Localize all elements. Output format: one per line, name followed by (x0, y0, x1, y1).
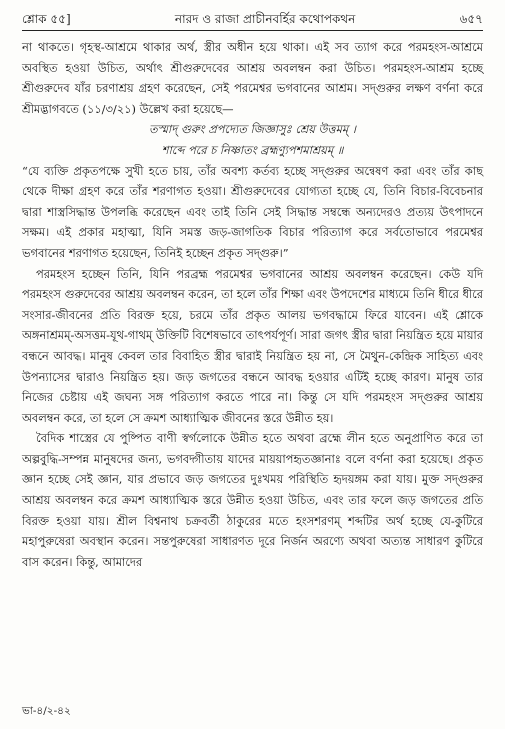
header-verse-ref: শ্লোক ৫৫] (22, 12, 71, 26)
paragraph-intro: না থাকতে। গৃহস্থ-আশ্রমে থাকার অর্থ, স্ত্রীর অধীন হয়ে থাকা। এই সব ত্যাগ করে পরমহংস-আশ্রমে অবস্থিত হওয়া উচিত, অর্থাৎ শ্রীগুরুদেবের আশ্রয় অবলম্বন করা উচিত। পরমহংস-আশ্রম হচ্ছে শ্রীগুরুদেব যাঁর চরণাশ্রয় গ্রহণ করেছেন, সেই পরমেশ্বর ভগবানের আশ্রম। সদ্গুরুর লক্ষণ বর্ণনা করে শ্রীমদ্ভাগবতে (১১/৩/২১) উল্লেখ করা হয়েছে— (22, 40, 483, 116)
verse-translation: “যে ব্যক্তি প্রকৃতপক্ষে সুখী হতে চায়, তাঁর অবশ্য কর্তব্য হচ্ছে সদ্গুরুর অন্বেষণ করা এবং তাঁর কাছ থেকে দীক্ষা গ্রহণ করে তাঁর শরণাগত হওয়া। শ্রীগুরুদেবের যোগ্যতা হচ্ছে যে, তিনি বিচার-বিবেচনার দ্বারা শাস্ত্রসিদ্ধান্ত উপলব্ধি করেছেন এবং তাই তিনি সেই সিদ্ধান্ত সম্বন্ধে অন্যদেরও প্রত্যয় উৎপাদনে সক্ষম। এই প্রকার মহাত্মা, যিনি সমস্ত জড়-জাগতিক বিচার পরিত্যাগ করে সর্বতোভাবে পরমেশ্বর ভগবানের শরণাগত হয়েছেন, তিনিই হচ্ছেন প্রকৃত সদ্গুরু।” (22, 163, 483, 260)
header-rule (22, 30, 483, 31)
paragraph-paramahamsa: পরমহংস হচ্ছেন তিনি, যিনি পরব্রহ্ম পরমেশ্বর ভগবানের আশ্রয় অবলম্বন করেছেন। কেউ যদি পরমহংস গুরুদেবের আশ্রয় অবলম্বন করেন, তা হলে তাঁর শিক্ষা এবং উপদেশের মাধ্যমে তিনি ধীরে ধীরে সংসার-জীবনের প্রতি বিরক্ত হয়ে, চরমে তাঁর প্রকৃত আলয় ভগবদ্ধামে ফিরে যাবেন। এই শ্লোকে অঙ্গনাশ্রমম্-অসত্তম-যূথ-গাথম্ উক্তিটি বিশেষভাবে তাৎপর্যপূর্ণ। সারা জগৎ স্ত্রীর দ্বারা নিয়ন্ত্রিত হয়ে মায়ার বন্ধনে আবদ্ধ। মানুষ কেবল তার বিবাহিত স্ত্রীর দ্বারাই নিয়ন্ত্রিত হয় না, সে মৈথুন-কেন্দ্রিক সাহিত্য এবং উপন্যাসের দ্বারাও নিয়ন্ত্রিত হয়। জড় জগতের বন্ধনে আবদ্ধ হওয়ার এটিই হচ্ছে কারণ। মানুষ তার নিজের চেষ্টায় এই জঘন্য সঙ্গ পরিত্যাগ করতে পারে না। কিন্তু সে যদি পরমহংস সদ্গুরুর আশ্রয় অবলম্বন করে, তা হলে সে ক্রমশ আধ্যাত্মিক জীবনের স্তরে উন্নীত হয়। (22, 266, 483, 425)
page-header (22, 10, 483, 28)
paragraph-vedic: বৈদিক শাস্ত্রের যে পুষ্পিত বাণী স্বর্গলোকে উন্নীত হতে অথবা ব্রহ্মে লীন হতে অনুপ্রাণিত করে তা অল্পবুদ্ধি-সম্পন্ন মানুষদের জন্য, ভগবদ্গীতায় যাদের মায়য়াপহৃতজ্ঞানাঃ বলে বর্ণনা করা হয়েছে। প্রকৃত জ্ঞান হচ্ছে সেই জ্ঞান, যার প্রভাবে জড় জগতের দুঃখময় পরিস্থিতি হৃদয়ঙ্গম করা যায়। মুক্ত সদ্গুরুর আশ্রয় অবলম্বন করে ক্রমশ আধ্যাত্মিক স্তরে উন্নীত হওয়া উচিত, এবং তার ফলে জড় জগতের প্রতি বিরক্ত হওয়া যায়। শ্রীল বিশ্বনাথ চক্রবর্তী ঠাকুরের মতে হংসশরণম্ শব্দটির অর্থ হচ্ছে যে-কুটিরে মহাপুরুষেরা অবস্থান করেন। সন্তপুরুষেরা সাধারণত দূরে নির্জন অরণ্যে অথবা অত্যন্ত সাধারণ কুটিরে বাস করেন। কিন্তু, আমাদের (22, 431, 483, 569)
header-page-number: ৬৫৭ (459, 12, 483, 26)
header-chapter-title: নারদ ও রাজা প্রাচীনবর্হির কথোপকথন (174, 12, 356, 26)
sanskrit-verse-line-2: শাব্দে পরে চ নিষ্ণাতং ব্রহ্মণ্যুপশমাশ্রয়ম্ ॥ (161, 142, 344, 157)
sanskrit-verse-line-1: তস্মাদ্ গুরুং প্রপদ্যেত জিজ্ঞাসুঃ শ্রেয় উত্তমম্ । (149, 122, 356, 137)
footer-signature: ভা-৪/২-৪২ (22, 705, 71, 717)
